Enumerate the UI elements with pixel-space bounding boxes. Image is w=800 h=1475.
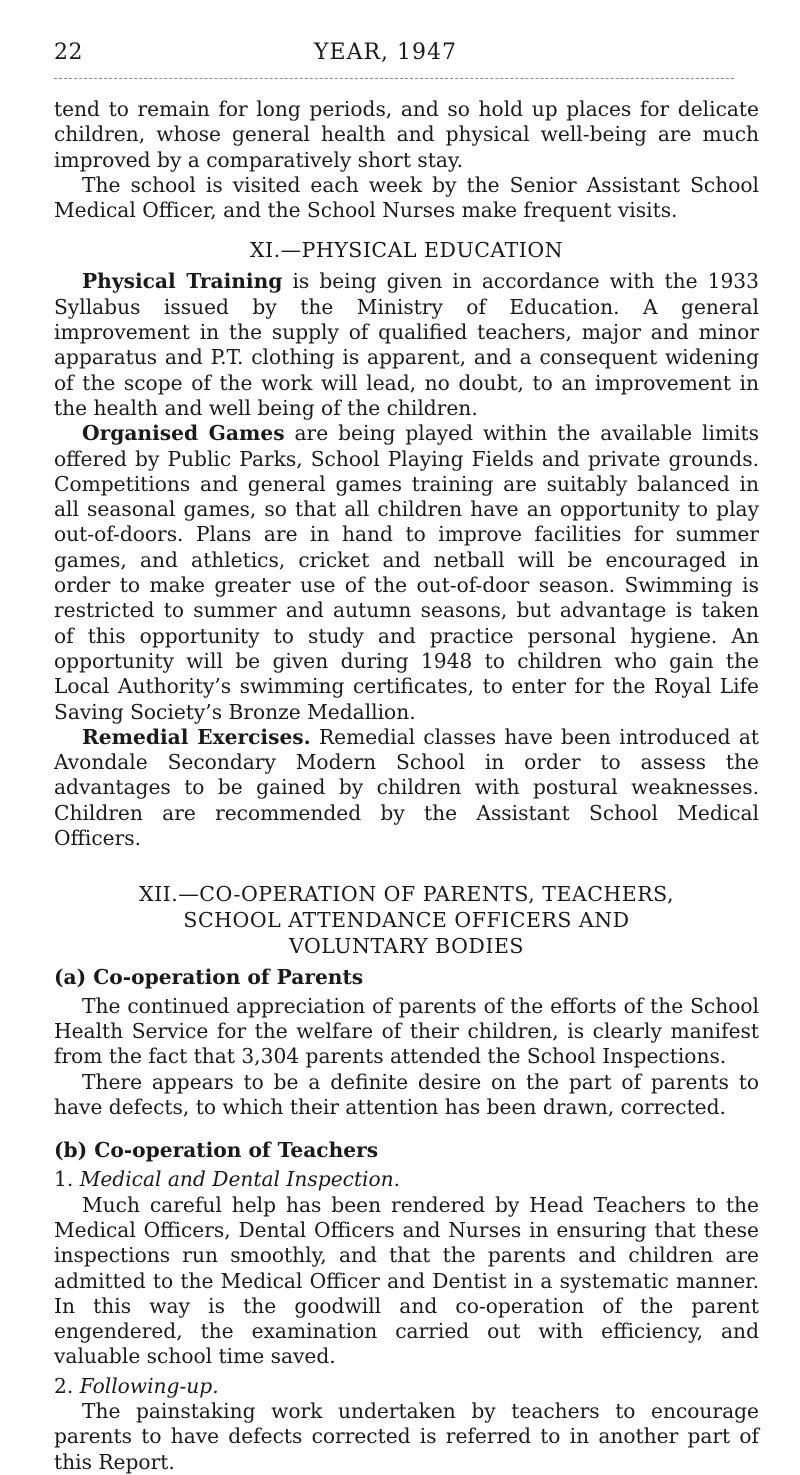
page-header [54,40,734,80]
physical-training-text: is being given in accordance with the 1933 Syllabus issued by the Ministry of Education. A general improvement in the supply of qualified teachers, major and minor apparatus and P.T. clothing is apparent, and a consequent widening of the scope of the work will lead, no doubt, to an improvement in the health and well being of the children. [54,269,759,420]
item-2-paragraph: The painstaking work undertaken by teachers to encourage parents to have defects corrected is referred to in another part of this Report. [54,1399,759,1474]
intro-paragraph-1: tend to remain for long periods, and so hold up places for delicate children, whose general health and physical well-being are much improved by a comparatively short stay. [54,97,759,172]
subsection-a-title: Co-operation of Parents [93,965,364,990]
physical-training-lead: Physical Training [82,269,283,294]
page-number: 22 [54,40,83,65]
section-xii-heading-line-2: SCHOOL ATTENDANCE OFFICERS AND [183,908,630,933]
organised-games-lead: Organised Games [82,421,285,446]
item-1-paragraph: Much careful help has been rendered by Head Teachers to the Medical Officers, Dental Officers and Nurses in ensuring that these inspections run smoothly, and that the parents and children are admitted to the Medical Officer and Dentist in a systematic manner. In this way is the goodwill and co-operation of the parent engendered, the examination carried out with efficiency, and valuable school time saved. [54,1192,759,1369]
intro-paragraph-2: The school is visited each week by the Senior Assistant School Medical Officer, and the School Nurses make frequent visits. [54,172,759,223]
item-2-heading [54,1374,759,1399]
subsection-a-label: (a) [54,965,87,990]
running-head: YEAR, 1947 [314,40,458,65]
item-2-title: Following-up. [79,1373,219,1398]
subsection-b-heading [54,1138,759,1163]
item-2-number: 2. [54,1373,74,1398]
remedial-exercises-paragraph [54,725,759,851]
remedial-exercises-text: Remedial classes have been introduced at Avondale Secondary Modern School in order to assess the advantages to be gained by children with postural weaknesses. Children are recommended by the Assistant School Medical Officers. [54,724,760,851]
item-1-number: 1. [54,1167,74,1192]
section-xii-heading [54,881,759,959]
remedial-exercises-lead: Remedial Exercises. [82,724,311,749]
item-1-title: Medical and Dental Inspection. [79,1167,401,1192]
parents-paragraph-2: There appears to be a definite desire on the part of parents to have defects, to which their attention has been drawn, corrected. [54,1069,759,1119]
item-1-heading [54,1167,759,1192]
subsection-b-label: (b) [54,1138,88,1163]
subsection-b-title: Co-operation of Teachers [94,1138,379,1163]
subsection-a-heading [54,965,759,990]
section-xi-heading: XI.—PHYSICAL EDUCATION [249,238,564,263]
parents-paragraph-1: The continued appreciation of parents of the efforts of the School Health Service for the welfare of their children, is clearly manifest from the fact that 3,304 parents attended the School Inspections. [54,993,759,1069]
physical-training-paragraph [54,269,759,421]
header-rule [54,78,734,79]
section-xii-heading-line-1: XII.—CO-OPERATION OF PARENTS, TEACHERS, [138,882,675,907]
section-xii-heading-line-3: VOLUNTARY BODIES [289,934,524,959]
organised-games-paragraph [54,421,759,725]
page-body [54,97,759,1475]
organised-games-text: are being played within the available limits offered by Public Parks, School Playing Fields and private grounds. Competitions and general games training are suitably balanced in all seasonal games, so that all children have an opportunity to play out-of-doors. Plans are in hand to improve facilities for summer games, and athletics, cricket and netball will be encouraged in order to make greater use of the out-of-door season. Swimming is restricted to summer and autumn seasons, but advantage is taken of this opportunity to study and practice personal hygiene. An opportunity will be given during 1948 to children who gain the Local Authority’s swimming certificates, to enter for the Royal Life Saving Society’s Bronze Medallion. [54,421,759,724]
